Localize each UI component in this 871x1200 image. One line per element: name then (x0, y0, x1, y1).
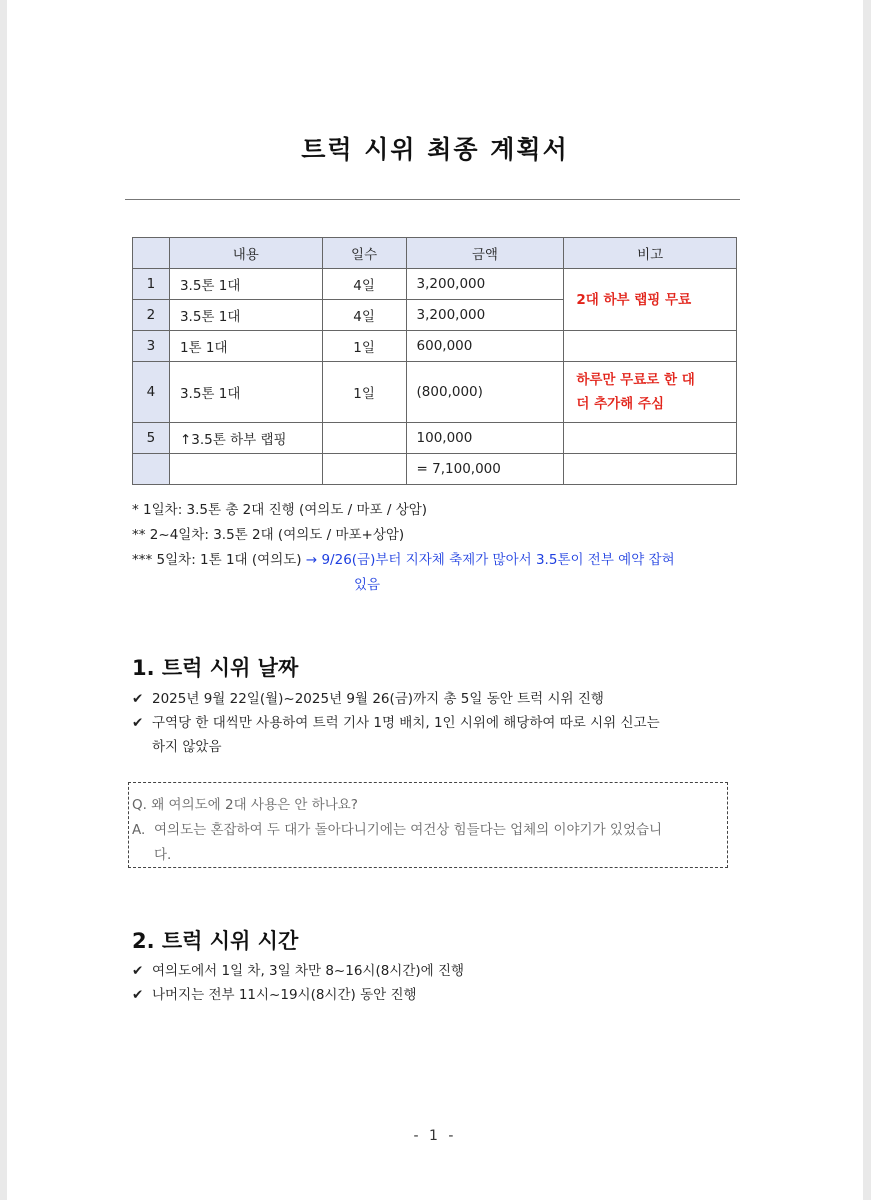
table-row (133, 423, 737, 454)
row-note-free-wrapping: 2대 하부 랩핑 무료 (564, 269, 737, 331)
qa-answer-line-2: 다. (154, 847, 172, 863)
section-2-heading: 2. 트럭 시위 시간 (132, 929, 299, 953)
qa-answer (132, 818, 727, 868)
qa-answer-line-1: 여의도는 혼잡하여 두 대가 돌아다니기에는 여건상 힘들다는 업체의 이야기가 있었습니 (154, 822, 663, 838)
list-item-text: 나머지는 전부 11시~19시(8시간) 동안 진행 (152, 987, 417, 1003)
section-2-list (132, 959, 464, 1007)
row-days-empty (322, 454, 406, 485)
table-header-days: 일수 (322, 238, 406, 269)
table-header-note: 비고 (564, 238, 737, 269)
document-page (7, 0, 863, 1200)
note-line-1: 하루만 무료로 한 대 (576, 372, 695, 388)
check-icon: ✔ (132, 963, 144, 979)
qa-box (128, 782, 728, 868)
list-item-text-line-2: 하지 않았음 (152, 739, 222, 755)
row-days: 1일 (322, 362, 406, 423)
row-content: ↑3.5톤 하부 랩핑 (169, 423, 322, 454)
table-header-index (133, 238, 170, 269)
list-item (132, 959, 464, 983)
page-number: - 1 - (413, 1128, 457, 1144)
footnote-3-remark-cont: 있음 (354, 577, 381, 593)
row-amount: 600,000 (406, 331, 564, 362)
row-number: 1 (133, 269, 170, 300)
document-title: 트럭 시위 최종 계획서 (301, 135, 569, 164)
row-note-empty (564, 331, 737, 362)
footnote-3-remark: → 9/26(금)부터 지자체 축제가 많아서 3.5톤이 전부 예약 잡혀 (305, 552, 675, 568)
list-item-text-line-1: 구역당 한 대씩만 사용하여 트럭 기사 1명 배치, 1인 시위에 해당하여 따로 시위 신고는 (152, 715, 660, 731)
row-note-extra-day (564, 362, 737, 423)
row-days: 4일 (322, 269, 406, 300)
row-content: 3.5톤 1대 (169, 269, 322, 300)
table-header-row (133, 238, 737, 269)
row-amount: (800,000) (406, 362, 564, 423)
row-content: 3.5톤 1대 (169, 362, 322, 423)
row-number: 5 (133, 423, 170, 454)
row-content-empty (169, 454, 322, 485)
footnote-3-text: *** 5일차: 1톤 1대 (여의도) (132, 552, 302, 568)
row-days: 4일 (322, 300, 406, 331)
list-item-text (152, 711, 660, 759)
row-number: 4 (133, 362, 170, 423)
row-amount: 100,000 (406, 423, 564, 454)
title-divider (125, 199, 740, 200)
row-content: 1톤 1대 (169, 331, 322, 362)
table-header-amount: 금액 (406, 238, 564, 269)
check-icon: ✔ (132, 691, 144, 707)
footnote-2: ** 2~4일차: 3.5톤 2대 (여의도 / 마포+상암) (132, 527, 405, 543)
footnotes (132, 498, 675, 598)
row-days: 1일 (322, 331, 406, 362)
section-1-heading: 1. 트럭 시위 날짜 (132, 656, 299, 680)
list-item (132, 983, 464, 1007)
check-icon: ✔ (132, 715, 144, 731)
qa-answer-prefix: A. (132, 822, 146, 838)
row-number: 2 (133, 300, 170, 331)
qa-answer-text (154, 818, 662, 868)
row-number-empty (133, 454, 170, 485)
row-content: 3.5톤 1대 (169, 300, 322, 331)
table-total-row (133, 454, 737, 485)
note-line-2: 더 추가해 주심 (576, 396, 664, 412)
cost-table (132, 237, 737, 485)
table-row (133, 362, 737, 423)
row-amount: 3,200,000 (406, 300, 564, 331)
section-1-list (132, 687, 660, 759)
total-amount: = 7,100,000 (406, 454, 564, 485)
table-row (133, 269, 737, 300)
footnote-1: * 1일차: 3.5톤 총 2대 진행 (여의도 / 마포 / 상암) (132, 502, 428, 518)
table-header-content: 내용 (169, 238, 322, 269)
check-icon: ✔ (132, 987, 144, 1003)
list-item (132, 711, 660, 759)
row-number: 3 (133, 331, 170, 362)
qa-question: Q. 왜 여의도에 2대 사용은 안 하나요? (132, 797, 358, 813)
row-days (322, 423, 406, 454)
row-note-empty (564, 423, 737, 454)
list-item (132, 687, 660, 711)
table-row (133, 331, 737, 362)
footnote-3 (132, 548, 675, 573)
row-note-empty (564, 454, 737, 485)
list-item-text: 2025년 9월 22일(월)~2025년 9월 26(금)까지 총 5일 동안 트럭 시위 진행 (152, 691, 604, 707)
list-item-text: 여의도에서 1일 차, 3일 차만 8~16시(8시간)에 진행 (152, 963, 465, 979)
row-amount: 3,200,000 (406, 269, 564, 300)
